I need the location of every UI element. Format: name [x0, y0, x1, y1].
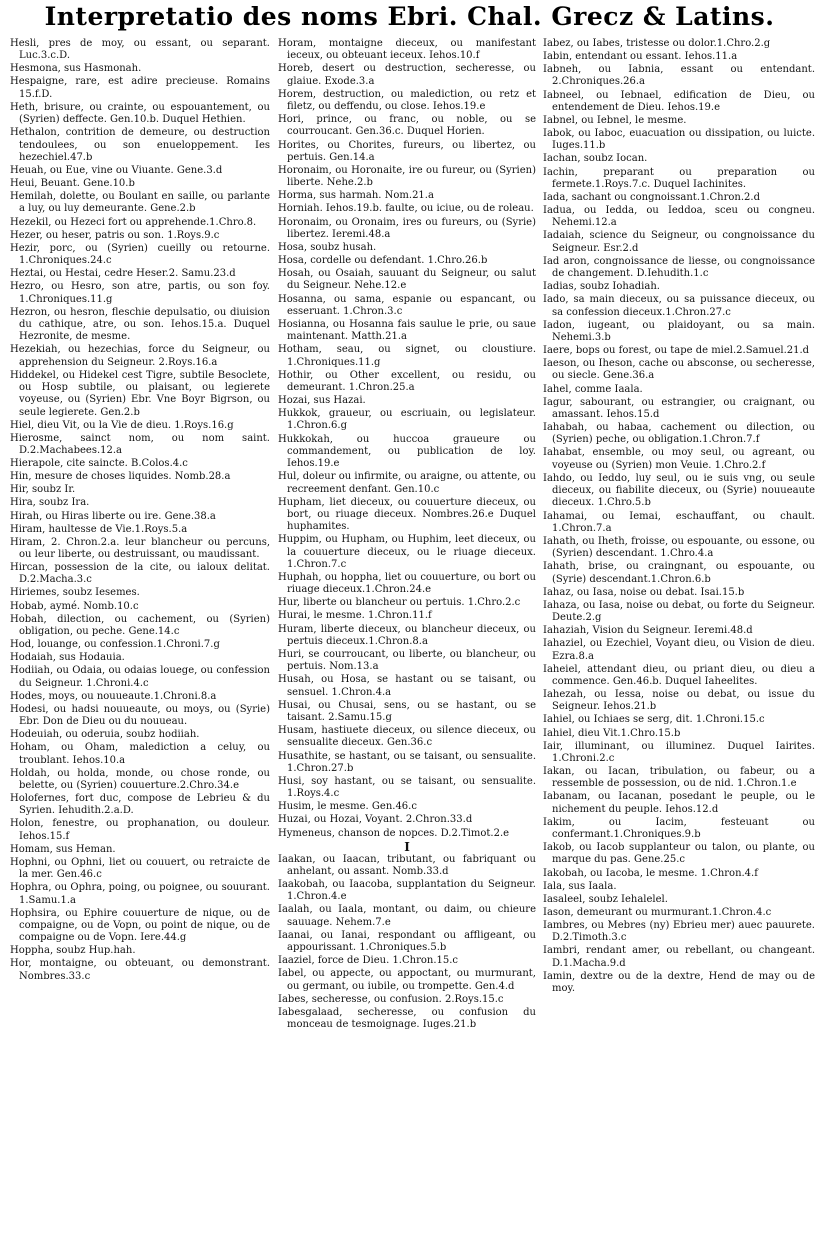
dictionary-entry: Hupham, liet dieceux, ou couuerture dieceux, ou bort, ou riuage dieceux. Nombres.26.e Duquel huphamites. [278, 496, 536, 533]
dictionary-entry: Hukkok, graueur, ou escriuain, ou legislateur. 1.Chron.6.g [278, 408, 536, 432]
dictionary-entry: Horem, destruction, ou malediction, ou retz et filetz, ou deffendu, ou close. Iehos.19.e [278, 88, 536, 113]
dictionary-entry: Hiel, dieu Vit, ou la Vie de dieu. 1.Roys.16.g [10, 419, 234, 431]
dictionary-entry: Iabez, ou Iabes, tristesse ou dolor.1.Chro.2.g [543, 38, 771, 49]
dictionary-entry: Iahiel, ou Ichiaes se serg, dit. 1.Chroni.15.c [543, 714, 765, 726]
dictionary-entry: Iaalah, ou Iaala, montant, ou daim, ou chieure sauuage. Nehem.7.e [278, 904, 536, 928]
dictionary-entry: Iabneel, ou Iebnael, edification de Dieu, ou entendement de Dieu. Iehos.19.e [543, 89, 815, 113]
dictionary-entry: Huram, liberte dieceux, ou blancheur dieceux, ou pertuis dieceux.1.Chron.8.a [278, 623, 536, 647]
section-letter-heading: I [404, 839, 410, 854]
dictionary-entry: Hiddekel, ou Hidekel cest Tigre, subtile Besoclete, ou Hosp subtile, ou plaisant, ou legierete voyeuse, ou (Syrien) Ebr. Vne Boyr Bigrson, ou seule legierete. Gen.2.b [10, 369, 270, 418]
dictionary-entry: Husah, ou Hosa, se hastant ou se taisant, ou sensuel. 1.Chron.4.a [278, 674, 536, 698]
dictionary-entry: Iabok, ou Iaboc, euacuation ou dissipation, ou luicte. Iuges.11.b [543, 128, 815, 152]
dictionary-entry: Iabin, entendant ou essant. Iehos.11.a [543, 51, 738, 63]
dictionary-entry: Hespaigne, rare, est adire precieuse. Romains 15.f.D. [10, 76, 270, 100]
dictionary-entry: Hotham, seau, ou signet, ou cloustiure. 1.Chroniques.11.g [278, 344, 536, 368]
dictionary-entry: Horam, montaigne dieceux, ou manifestant ieceux, ou obteuant ieceux. Iehos.10.f [278, 38, 536, 62]
dictionary-entry: Iahath, brise, ou craingnant, ou espouante, ou (Syrie) descendant.1.Chron.6.b [543, 561, 815, 585]
dictionary-entry: Hodiiah, ou Odaia, ou odaias louege, ou confession du Seigneur. 1.Chroni.4.c [10, 665, 270, 689]
dictionary-entry: Hobab, aymé. Nomb.10.c [10, 600, 139, 612]
column-right [543, 38, 815, 1228]
dictionary-entry: Hezekil, ou Hezeci fort ou apprehende.1.Chro.8. [10, 216, 257, 228]
page-title: Interpretatio des noms Ebri. Chal. Grecz & Latins. [44, 2, 775, 31]
dictionary-entry: Horma, sus harmah. Nom.21.a [278, 190, 434, 202]
dictionary-entry: Huppim, ou Hupham, ou Huphim, leet dieceux, ou la couuerture dieceux, ou le riuage dieceux. 1.Chron.7.c [278, 534, 536, 570]
dictionary-entry: Hosah, ou Osaiah, sauuant du Seigneur, ou salut du Seigneur. Nehe.12.e [278, 268, 536, 292]
dictionary-entry: Iabneh, ou Iabnia, essant ou entendant. 2.Chroniques.26.a [543, 64, 815, 88]
dictionary-entry: Hukkokah, ou huccoa graueure ou commandement, ou publication de loy. Iehos.19.e [278, 433, 536, 470]
dictionary-entry: Iambri, rendant amer, ou rebellant, ou changeant. D.1.Macha.9.d [543, 945, 815, 969]
dictionary-entry: Hymeneus, chanson de nopces. D.2.Timot.2.e [278, 827, 510, 839]
dictionary-entry: Iado, sa main dieceux, ou sa puissance dieceux, ou sa confession dieceux.1.Chron.27.c [543, 294, 815, 318]
dictionary-entry: Iabesgalaad, secheresse, ou confusion du monceau de tesmoignage. Iuges.21.b [278, 1006, 536, 1031]
dictionary-entry: Iabel, ou appecte, ou appoctant, ou murmurant, ou germant, ou iubile, ou trompette. Gen.4.d [278, 968, 536, 992]
dictionary-entry: Hezron, ou hesron, fleschie depulsatio, ou diuision du cathique, atre, ou son. Iehos.15.a. Duquel Hezronite, de mesme. [10, 306, 270, 343]
dictionary-entry: Hori, prince, ou franc, ou noble, ou se courroucant. Gen.36.c. Duquel Horien. [278, 114, 536, 138]
dictionary-entry: Hezir, porc, ou (Syrien) cueilly ou retourne. 1.Chroniques.24.c [10, 242, 270, 267]
dictionary-entry: Hor, montaigne, ou obteuant, ou demonstrant. Nombres.33.c [10, 958, 270, 982]
dictionary-entry: Holon, fenestre, ou prophanation, ou douleur. Iehos.15.f [10, 818, 270, 842]
dictionary-entry: Hiram, 2. Chron.2.a. leur blancheur ou percuns, ou leur liberte, ou destruissant, ou maudissant. [10, 536, 270, 560]
dictionary-entry: Hierapole, cite saincte. B.Colos.4.c [10, 458, 188, 470]
dictionary-entry: Hosanna, ou sama, espanie ou espancant, ou esseruant. 1.Chron.3.c [278, 293, 536, 317]
dictionary-entry: Hirah, ou Hiras liberte ou ire. Gene.38.a [10, 510, 216, 522]
dictionary-entry: Husathite, se hastant, ou se taisant, ou sensualite. 1.Chron.27.b [278, 750, 536, 774]
dictionary-entry: Hur, liberte ou blancheur ou pertuis. 1.Chro.2.c [278, 597, 521, 609]
dictionary-entry: Hozai, sus Hazai. [278, 395, 366, 407]
dictionary-entry: Iakob, ou Iacob supplanteur ou talon, ou plante, ou marque du pas. Gene.25.c [543, 842, 815, 866]
dictionary-entry: Iair, illuminant, ou illuminez. Duquel Iairites. 1.Chroni.2.c [543, 740, 815, 764]
dictionary-entry: Iakan, ou Iacan, tribulation, ou fabeur, ou a ressemble de possession, ou de nid. 1.Chron.1.e [543, 766, 815, 790]
dictionary-entry: Iaaziel, force de Dieu. 1.Chron.15.c [278, 955, 458, 967]
dictionary-entry: Hemilah, dolette, ou Boulant en saille, ou parlante a luy, ou luy demeurante. Gene.2.b [10, 191, 270, 215]
dictionary-entry: Huzai, ou Hozai, Voyant. 2.Chron.33.d [278, 814, 473, 826]
dictionary-entry: Hir, soubz Ir. [10, 484, 76, 496]
dictionary-entry: Iahaziah, Vision du Seigneur. Ieremi.48.d [543, 625, 753, 637]
dictionary-entry: Husai, ou Chusai, sens, ou se hastant, ou se taisant. 2.Samu.15.g [278, 699, 536, 724]
dictionary-entry: Iahabah, ou habaa, cachement ou dilection, ou (Syrien) peche, ou obligation.1.Chron.7.f [543, 422, 815, 446]
column-middle [278, 38, 536, 1228]
dictionary-entry: Horniah. Iehos.19.b. faulte, ou iciue, ou de roleau. [278, 203, 534, 215]
dictionary-entry: Hesli, pres de moy, ou essant, ou separant. Luc.3.c.D. [10, 38, 270, 62]
dictionary-entry: Iaakan, ou Iaacan, tributant, ou fabriquant ou anhelant, ou assant. Nomb.33.d [278, 853, 536, 877]
dictionary-entry: Iabnel, ou Iebnel, le mesme. [543, 114, 687, 126]
dictionary-entry: Hophni, ou Ophni, liet ou couuert, ou retraicte de la mer. Gen.46.c [10, 856, 270, 881]
dictionary-entry: Hin, mesure de choses liquides. Nomb.28.a [10, 471, 231, 483]
dictionary-entry: Iahabat, ensemble, ou moy seul, ou agreant, ou voyeuse ou (Syrien) mon Veuie. 1.Chro.2.f [543, 447, 815, 471]
dictionary-entry: Iahiel, dieu Vit.1.Chro.15.b [543, 727, 681, 739]
dictionary-entry: Horonaim, ou Horonaite, ire ou fureur, ou (Syrien) liberte. Nehe.2.b [278, 164, 536, 189]
dictionary-entry: Husi, soy hastant, ou se taisant, ou sensualite. 1.Roys.4.c [278, 775, 536, 800]
dictionary-entry: Iaheiel, attendant dieu, ou priant dieu, ou dieu a commence. Gen.46.b. Duquel Iaheelites. [543, 663, 815, 687]
dictionary-entry: Hoham, ou Oham, malediction a celuy, ou troublant. Iehos.10.a [10, 742, 270, 766]
dictionary-entry: Hodes, moys, ou nouueaute.1.Chroni.8.a [10, 690, 217, 702]
dictionary-entry: Hodeuiah, ou oderuia, soubz hodiiah. [10, 729, 200, 741]
column-left [10, 38, 270, 1228]
dictionary-entry: Iambres, ou Mebres (ny) Ebrieu mer) auec pauurete. D.2.Timoth.3.c [543, 919, 815, 944]
dictionary-entry: Iason, demeurant ou murmurant.1.Chron.4.c [543, 906, 772, 918]
dictionary-entry: Iada, sachant ou congnoissant.1.Chron.2.d [543, 191, 760, 203]
dictionary-entry: Iahel, comme Iaala. [543, 383, 643, 395]
dictionary-entry: Iahamai, ou Iemai, eschauffant, ou chault. 1.Chron.7.a [543, 510, 815, 534]
dictionary-entry: Hurai, le mesme. 1.Chron.11.f [278, 610, 432, 622]
dictionary-entry: Hosa, cordelle ou defendant. 1.Chro.26.b [278, 255, 488, 267]
dictionary-entry: Homam, sus Heman. [10, 843, 116, 855]
dictionary-entry: Iabes, secheresse, ou confusion. 2.Roys.15.c [278, 993, 504, 1005]
dictionary-entry: Hophra, ou Ophra, poing, ou poignee, ou souurant. 1.Samu.1.a [10, 882, 270, 906]
dictionary-entry: Hosa, soubz husah. [278, 241, 377, 253]
dictionary-entry: Husam, hastiuete dieceux, ou silence dieceux, ou sensualite dieceux. Gen.36.c [278, 725, 536, 749]
dictionary-entry: Horeb, desert ou destruction, secheresse, ou glaiue. Exode.3.a [278, 63, 536, 87]
dictionary-entry: Hod, louange, ou confession.1.Chroni.7.g [10, 639, 220, 651]
dictionary-entry: Horonaim, ou Oronaim, ires ou fureurs, ou (Syrie) libertez. Ieremi.48.a [278, 216, 536, 240]
dictionary-entry: Heth, brisure, ou crainte, ou espouantement, ou (Syrien) deffecte. Gen.10.b. Duquel Hethien. [10, 101, 270, 126]
dictionary-entry: Iahaza, ou Iasa, noise ou debat, ou forte du Seigneur. Deute.2.g [543, 599, 815, 624]
dictionary-entry: Iahdo, ou Ieddo, luy seul, ou ie suis vng, ou seule dieceux, ou fiabilite dieceux, ou (Syrie) nouueaute dieceux. 1.Chro.5.b [543, 472, 815, 509]
dictionary-entry: Iadaiah, science du Seigneur, ou congnoissance du Seigneur. Esr.2.d [543, 230, 815, 254]
dictionary-entry: Iabanam, ou Iacanan, posedant le peuple, ou le nichement du peuple. Iehos.12.d [543, 791, 815, 815]
dictionary-entry: Iala, sus Iaala. [543, 880, 617, 892]
dictionary-entry: Hircan, possession de la cite, ou ialoux delitat. D.2.Macha.3.c [10, 562, 270, 586]
dictionary-entry: Iadias, soubz Iohadiah. [543, 281, 660, 293]
dictionary-entry: Horites, ou Chorites, fureurs, ou libertez, ou pertuis. Gen.14.a [278, 139, 536, 163]
dictionary-entry: Iadon, iugeant, ou plaidoyant, ou sa main. Nehemi.3.b [543, 319, 815, 343]
dictionary-entry: Hierosme, sainct nom, ou nom saint. D.2.Machabees.12.a [10, 432, 270, 457]
dictionary-entry: Iahaz, ou Iasa, noise ou debat. Isai.15.b [543, 586, 745, 598]
dictionary-entry: Hesmona, sus Hasmonah. [10, 63, 142, 75]
dictionary-entry: Iamin, dextre ou de la dextre, Hend de may ou de moy. [543, 970, 815, 995]
dictionary-entry: Hosianna, ou Hosanna fais saulue le prie, ou saue maintenant. Matth.21.a [278, 318, 536, 343]
dictionary-entry: Holofernes, fort duc, compose de Lebrieu & du Syrien. Iehudith.2.a.D. [10, 793, 270, 817]
dictionary-entry: Iahath, ou Iheth, froisse, ou espouante, ou essone, ou (Syrien) descendant. 1.Chro.4.a [543, 535, 815, 560]
dictionary-entry: Iahaziel, ou Ezechiel, Voyant dieu, ou Vision de dieu. Ezra.8.a [543, 638, 815, 662]
dictionary-entry: Iachin, preparant ou preparation ou fermete.1.Roys.7.c. Duquel Iachinites. [543, 166, 815, 190]
dictionary-entry: Hezer, ou heser, patris ou son. 1.Roys.9.c [10, 229, 220, 241]
dictionary-entry: Hophsira, ou Ephire couuerture de nique, ou de compaigne, ou de Vopn, ou point de nique, ou de compaigne ou de Vopn. Iere.44.g [10, 907, 270, 944]
dictionary-entry: Heui, Beuant. Gene.10.b [10, 178, 135, 190]
dictionary-entry: Hothir, ou Other excellent, ou residu, ou demeurant. 1.Chron.25.a [278, 369, 536, 393]
dictionary-entry: Iaere, bops ou forest, ou tape de miel.2.Samuel.21.d [543, 345, 810, 357]
dictionary-entry: Hul, doleur ou infirmite, ou araigne, ou attente, ou recreement denfant. Gen.10.c [278, 471, 536, 495]
dictionary-entry: Heuah, ou Eue, vine ou Viuante. Gene.3.d [10, 164, 223, 176]
dictionary-entry: Husim, le mesme. Gen.46.c [278, 801, 417, 813]
dictionary-entry: Hira, soubz Ira. [10, 497, 90, 509]
dictionary-entry: Huri, se courroucant, ou liberte, ou blancheur, ou pertuis. Nom.13.a [278, 648, 536, 673]
dictionary-entry: Hethalon, contrition de demeure, ou destruction tendoulees, ou son enueloppement. Ies hezechiel.47.b [10, 127, 270, 163]
dictionary-entry: Huphah, ou hoppha, liet ou couuerture, ou bort ou riuage dieceux.1.Chron.24.e [278, 572, 536, 596]
dictionary-entry: Hodaiah, sus Hodauia. [10, 652, 125, 664]
dictionary-entry: Hiram, haultesse de Vie.1.Roys.5.a [10, 523, 188, 535]
dictionary-entry: Iaakobah, ou Iaacoba, supplantation du Seigneur. 1.Chron.4.e [278, 878, 536, 903]
dictionary-entry: Holdah, ou holda, monde, ou chose ronde, ou belette, ou (Syrien) couuerture.2.Chro.34.e [10, 767, 270, 791]
dictionary-entry: Hezro, ou Hesro, son atre, partis, ou son foy. 1.Chroniques.11.g [10, 281, 270, 305]
dictionary-entry: Iagur, sabourant, ou estrangier, ou craignant, ou amassant. Iehos.15.d [543, 396, 815, 420]
dictionary-entry: Hodesi, ou hadsi nouueaute, ou moys, ou (Syrie) Ebr. Don de Dieu ou du nouueau. [10, 703, 270, 728]
dictionary-entry: Iad aron, congnoissance de liesse, ou congnoissance de changement. D.Iehudith.1.c [543, 255, 815, 280]
dictionary-entry: Hoppha, soubz Hup.hah. [10, 945, 136, 957]
dictionary-entry: Hezekiah, ou hezechias, force du Seigneur, ou apprehension du Seigneur. 2.Roys.16.a [10, 344, 270, 368]
dictionary-entry: Iaeson, ou Iheson, cache ou absconse, ou secheresse, ou siecle. Gene.36.a [543, 358, 815, 382]
dictionary-entry: Hiriemes, soubz Iesemes. [10, 587, 140, 599]
dictionary-entry: Heztai, ou Hestai, cedre Heser.2. Samu.23.d [10, 268, 236, 280]
dictionary-entry: Hobah, dilection, ou cachement, ou (Syrien) obligation, ou peche. Gene.14.c [10, 613, 270, 637]
dictionary-entry: Iakobah, ou Iacoba, le mesme. 1.Chron.4.f [543, 867, 758, 879]
dictionary-entry: Iahezah, ou Iessa, noise ou debat, ou issue du Seigneur. Iehos.21.b [543, 689, 815, 713]
dictionary-entry: Iadua, ou Iedda, ou Ieddoa, sceu ou congneu. Nehemi.12.a [543, 205, 815, 229]
dictionary-entry: Iachan, soubz Iocan. [543, 153, 648, 165]
dictionary-entry: Iasaleel, soubz Iehalelel. [543, 893, 668, 905]
dictionary-entry: Iakim, ou Iacim, festeuant ou confermant.1.Chroniques.9.b [543, 816, 815, 841]
dictionary-entry: Iaanai, ou Ianai, respondant ou affligeant, ou appourissant. 1.Chroniques.5.b [278, 929, 536, 954]
